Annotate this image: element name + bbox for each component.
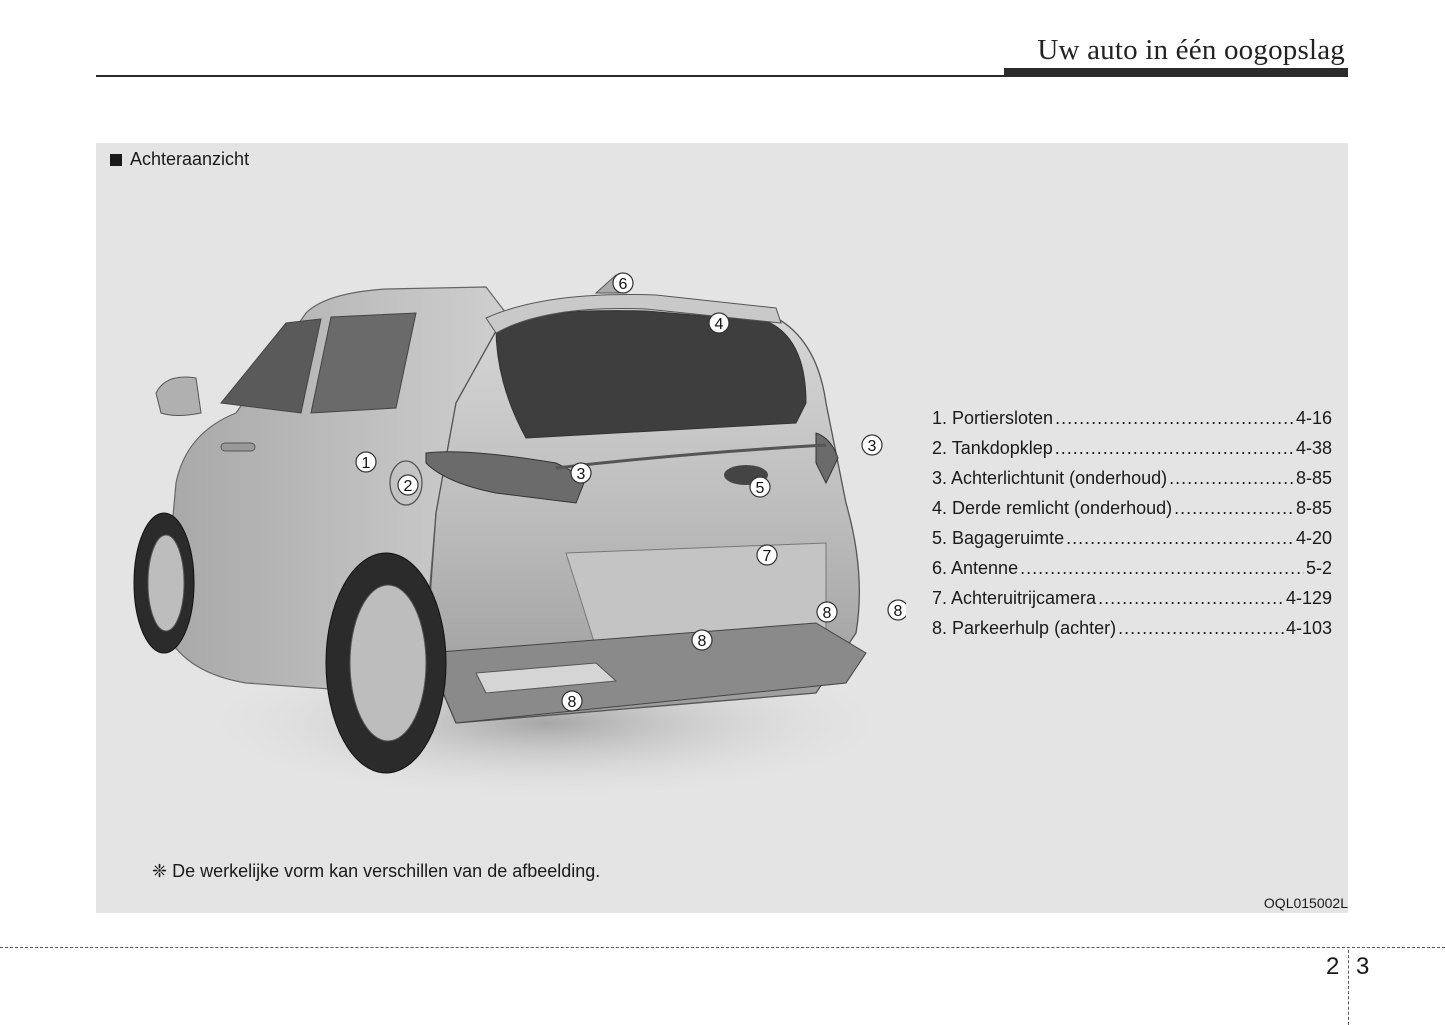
callout-label: 5. Bagageruimte (932, 528, 1065, 548)
square-bullet-icon (110, 154, 122, 166)
leader-dots (1020, 558, 1304, 579)
section-heading (110, 149, 249, 170)
leader-dots (1055, 408, 1294, 429)
leader-dots (1055, 438, 1294, 459)
svg-text:4: 4 (714, 316, 724, 333)
callout-list (932, 408, 1332, 648)
callout-marker (398, 475, 418, 495)
chapter-number: 2 (1326, 953, 1340, 980)
callout-marker (692, 630, 712, 650)
list-item (932, 468, 1332, 498)
car-rear-illustration (126, 253, 906, 813)
svg-text:3: 3 (867, 438, 877, 455)
svg-text:3: 3 (576, 466, 586, 483)
leader-dots (1066, 528, 1294, 549)
front-wheel-rim (148, 535, 184, 631)
callout-label: 2. Tankdopklep (932, 438, 1053, 458)
illustration-panel (96, 143, 1348, 913)
list-item (932, 618, 1332, 648)
page-ref: 4-38 (1295, 438, 1332, 458)
leader-dots (1098, 588, 1284, 609)
page-ref: 5-2 (1305, 558, 1332, 578)
callout-label: 6. Antenne (932, 558, 1019, 578)
svg-text:8: 8 (893, 603, 903, 620)
callout-marker (613, 273, 633, 293)
leader-dots (1169, 468, 1294, 489)
svg-text:8: 8 (567, 694, 577, 711)
page-ref: 4-16 (1295, 408, 1332, 428)
callout-marker (888, 600, 906, 620)
leader-dots (1174, 498, 1294, 519)
footer-divider (1348, 950, 1349, 1025)
svg-text:5: 5 (755, 480, 765, 497)
callout-marker (757, 545, 777, 565)
footnote: ❈ De werkelijke vorm kan verschillen van de afbeelding. (152, 861, 601, 881)
page-ref: 8-85 (1295, 498, 1332, 518)
callout-label: 1. Portiersloten (932, 408, 1054, 428)
callout-marker (862, 435, 882, 455)
callout-marker (817, 602, 837, 622)
svg-text:2: 2 (403, 478, 413, 495)
page-header-title: Uw auto in één oogopslag (1037, 34, 1345, 66)
list-item (932, 588, 1332, 618)
page-number: 3 (1356, 953, 1370, 980)
list-item (932, 498, 1332, 528)
page-ref: 4-20 (1295, 528, 1332, 548)
callout-label: 8. Parkeerhulp (achter) (932, 618, 1117, 638)
callout-marker (571, 463, 591, 483)
callout-marker (356, 452, 376, 472)
section-heading-text: Achteraanzicht (130, 149, 250, 169)
callout-marker (750, 477, 770, 497)
header-rule-accent (1004, 68, 1348, 77)
callout-label: 7. Achteruitrijcamera (932, 588, 1097, 608)
list-item (932, 528, 1332, 558)
image-code: OQL015002L (1263, 895, 1348, 911)
rear-window (496, 311, 806, 438)
svg-text:1: 1 (361, 455, 371, 472)
door-handle (221, 443, 255, 451)
svg-text:8: 8 (697, 633, 707, 650)
page-ref: 4-129 (1285, 588, 1332, 608)
callout-marker (709, 313, 729, 333)
svg-text:8: 8 (822, 605, 832, 622)
svg-text:7: 7 (762, 548, 772, 565)
callout-label: 4. Derde remlicht (onderhoud) (932, 498, 1173, 518)
footer-rule (0, 947, 1445, 948)
callout-label: 3. Achterlichtunit (onderhoud) (932, 468, 1168, 488)
side-mirror (156, 377, 201, 416)
callout-marker (562, 691, 582, 711)
page-ref: 4-103 (1285, 618, 1332, 638)
leader-dots (1118, 618, 1284, 639)
rear-wheel-rim (350, 585, 426, 741)
page-ref: 8-85 (1295, 468, 1332, 488)
list-item (932, 438, 1332, 468)
svg-text:6: 6 (618, 276, 628, 293)
list-item (932, 408, 1332, 438)
list-item (932, 558, 1332, 588)
